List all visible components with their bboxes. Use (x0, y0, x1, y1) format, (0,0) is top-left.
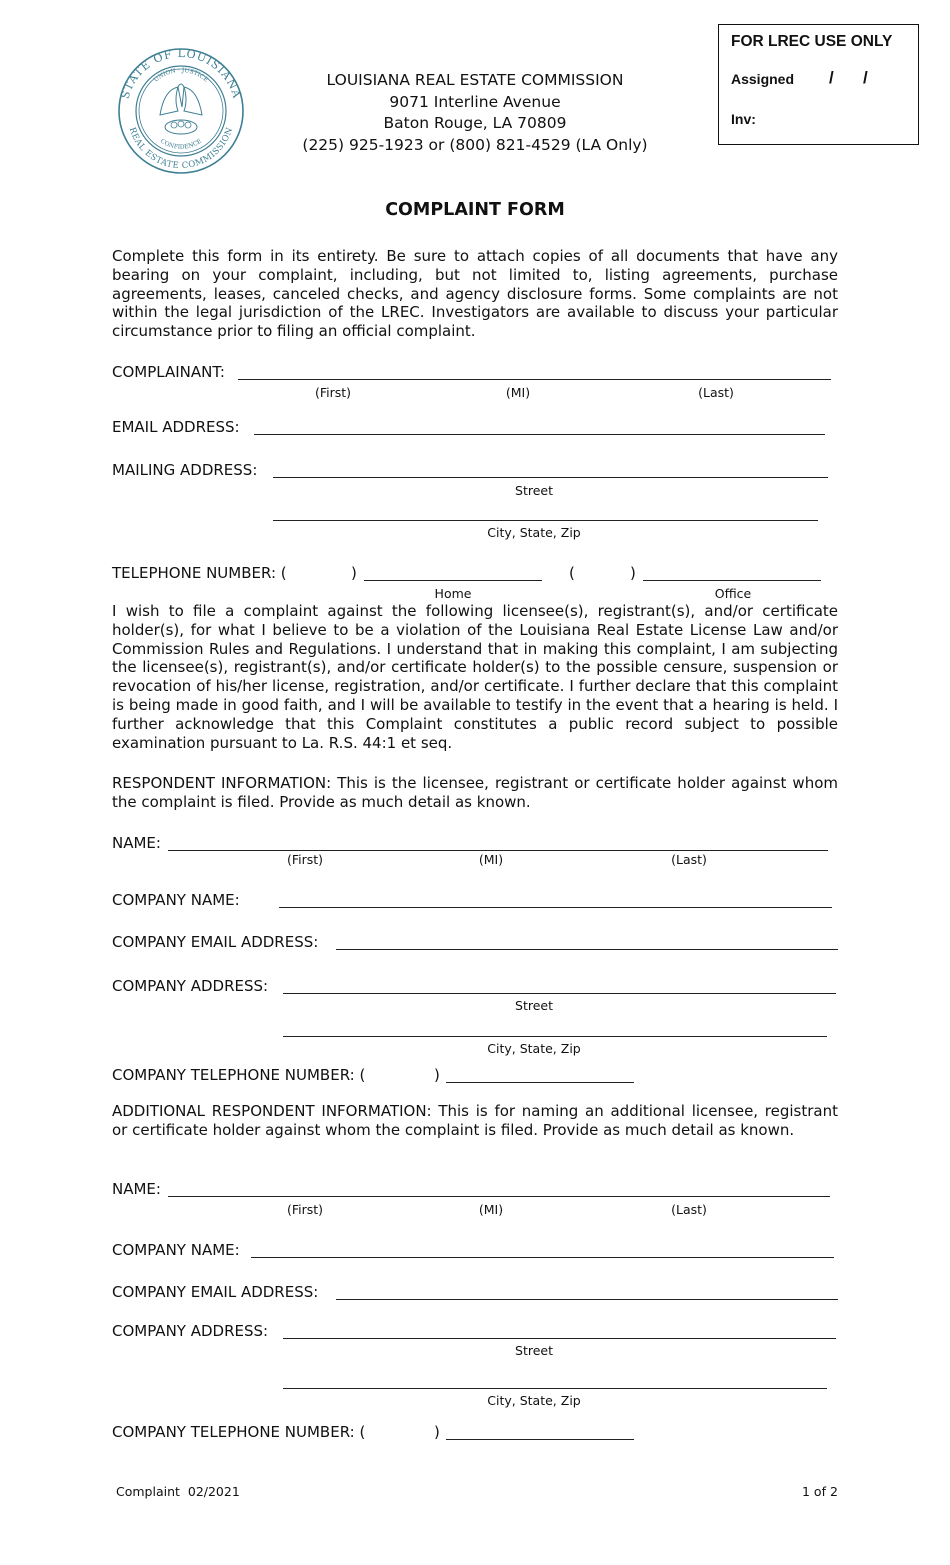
header-address (280, 70, 670, 156)
org-phone: (225) 925-1923 or (800) 821-4529 (LA Only) (302, 135, 648, 154)
additional-street-caption: Street (515, 1343, 553, 1358)
additional-company-phone-label: COMPANY TELEPHONE NUMBER: ( (112, 1423, 366, 1441)
additional-mi-caption: (MI) (478, 1202, 504, 1217)
assigned-label: Assigned (731, 71, 795, 87)
mailing-street-field[interactable] (273, 477, 828, 478)
respondent-company-phone-label: COMPANY TELEPHONE NUMBER: ( (112, 1066, 366, 1084)
complainant-label: COMPLAINANT: (112, 363, 225, 381)
additional-company-field[interactable] (251, 1257, 834, 1258)
additional-last-caption: (Last) (671, 1202, 707, 1217)
inv-label: Inv: (731, 111, 756, 127)
org-name: LOUISIANA REAL ESTATE COMMISSION (326, 71, 624, 89)
additional-company-email-label: COMPANY EMAIL ADDRESS: (112, 1283, 319, 1301)
respondent-company-city-field[interactable] (283, 1036, 827, 1037)
respondent-name-label: NAME: (112, 834, 161, 852)
complainant-last-caption: (Last) (698, 385, 734, 400)
additional-company-city-field[interactable] (283, 1388, 827, 1389)
respondent-company-field[interactable] (279, 907, 832, 908)
org-city: Baton Rouge, LA 70809 (383, 114, 567, 133)
respondent-company-label: COMPANY NAME: (112, 891, 240, 909)
respondent-name-field[interactable] (168, 850, 828, 851)
respondent-company-street-field[interactable] (283, 993, 836, 994)
respondent-company-email-field[interactable] (336, 949, 838, 950)
mailing-city-caption: City, State, Zip (487, 525, 581, 540)
additional-company-address-label: COMPANY ADDRESS: (112, 1322, 269, 1340)
page-title: COMPLAINT FORM (385, 200, 565, 220)
commission-seal (112, 45, 250, 175)
telephone-label: TELEPHONE NUMBER: ( (112, 564, 287, 582)
home-phone-field[interactable] (364, 580, 542, 581)
additional-name-field[interactable] (168, 1196, 830, 1197)
additional-city-caption: City, State, Zip (487, 1393, 581, 1408)
email-label: EMAIL ADDRESS: (112, 418, 240, 436)
complainant-mi-caption: (MI) (505, 385, 531, 400)
additional-company-street-field[interactable] (283, 1338, 836, 1339)
additional-name-label: NAME: (112, 1180, 161, 1198)
respondent-first-caption: (First) (286, 852, 324, 867)
respondent-city-caption: City, State, Zip (487, 1041, 581, 1056)
office-caption: Office (714, 586, 752, 601)
additional-phone-paren-close: ) (434, 1423, 440, 1441)
footer-form-id: Complaint 02/2021 (116, 1484, 240, 1499)
intro-paragraph: Complete this form in its entirety. Be sure to attach copies of all documents that have any bearing on your complaint, including, but not limited to, listing agreements, purchase agreements, leases, canceled checks, and agency disclosure forms. Some complaints are not within the legal jurisdiction of the LREC. Investigators are available to discuss your particular circumstance prior to filing an official complaint. (112, 247, 838, 341)
additional-intro: ADDITIONAL RESPONDENT INFORMATION: This is for naming an additional licensee, registrant or certificate holder against whom the complaint is filed. Provide as much detail as known. (112, 1102, 838, 1139)
respondent-company-phone-field[interactable] (446, 1082, 634, 1083)
seal-inner-top: UNION · JUSTICE (152, 66, 210, 84)
respondent-company-address-label: COMPANY ADDRESS: (112, 977, 269, 995)
home-paren-close: ) (351, 564, 357, 582)
lrec-use-box (718, 24, 919, 145)
additional-company-email-field[interactable] (336, 1299, 838, 1300)
mailing-city-field[interactable] (273, 520, 818, 521)
seal-inner-bottom: CONFIDENCE (158, 137, 204, 151)
seal-text-bottom: REAL ESTATE COMMISSION (126, 126, 236, 172)
respondent-street-caption: Street (515, 998, 553, 1013)
email-field[interactable] (254, 434, 825, 435)
additional-company-label: COMPANY NAME: (112, 1241, 240, 1259)
assigned-slash-1: / (829, 68, 834, 87)
assigned-slash-2: / (863, 68, 868, 87)
office-paren-open: ( (569, 564, 575, 582)
additional-company-phone-field[interactable] (446, 1439, 634, 1440)
org-street: 9071 Interline Avenue (389, 92, 561, 111)
lrec-box-title: FOR LREC USE ONLY (731, 33, 893, 50)
respondent-mi-caption: (MI) (478, 852, 504, 867)
complainant-first-caption: (First) (314, 385, 352, 400)
svg-text:CONFIDENCE (159, 138, 203, 151)
footer-page-number: 1 of 2 (802, 1484, 838, 1499)
mailing-street-caption: Street (515, 483, 553, 498)
respondent-last-caption: (Last) (671, 852, 707, 867)
additional-first-caption: (First) (286, 1202, 324, 1217)
mailing-address-label: MAILING ADDRESS: (112, 461, 258, 479)
seal-text-top: STATE OF LOUISIANA (118, 46, 244, 101)
respondent-company-email-label: COMPANY EMAIL ADDRESS: (112, 933, 319, 951)
respondent-intro: RESPONDENT INFORMATION: This is the licensee, registrant or certificate holder against whom the complaint is filed. Provide as much detail as known. (112, 774, 838, 811)
complainant-name-field[interactable] (238, 379, 831, 380)
svg-text:UNION · JUSTICE (153, 67, 210, 84)
home-caption: Home (434, 586, 472, 601)
respondent-phone-paren-close: ) (434, 1066, 440, 1084)
office-paren-close: ) (630, 564, 636, 582)
office-phone-field[interactable] (643, 580, 821, 581)
statement-paragraph: I wish to file a complaint against the following licensee(s), registrant(s), and/or certificate holder(s), for what I believe to be a violation of the Louisiana Real Estate License Law and/or Commission Rules and Regulations. I understand that in making this complaint, I am subjecting the licensee(s), registrant(s), and/or certificate holder(s) to the possible censure, suspension or revocation of his/her license, registration, and/or certificate. I further declare that this complaint is being made in good faith, and I will be available to testify in the event that a hearing is held. I further acknowledge that this Complaint constitutes a public record subject to possible examination pursuant to La. R.S. 44:1 et seq. (112, 602, 838, 752)
